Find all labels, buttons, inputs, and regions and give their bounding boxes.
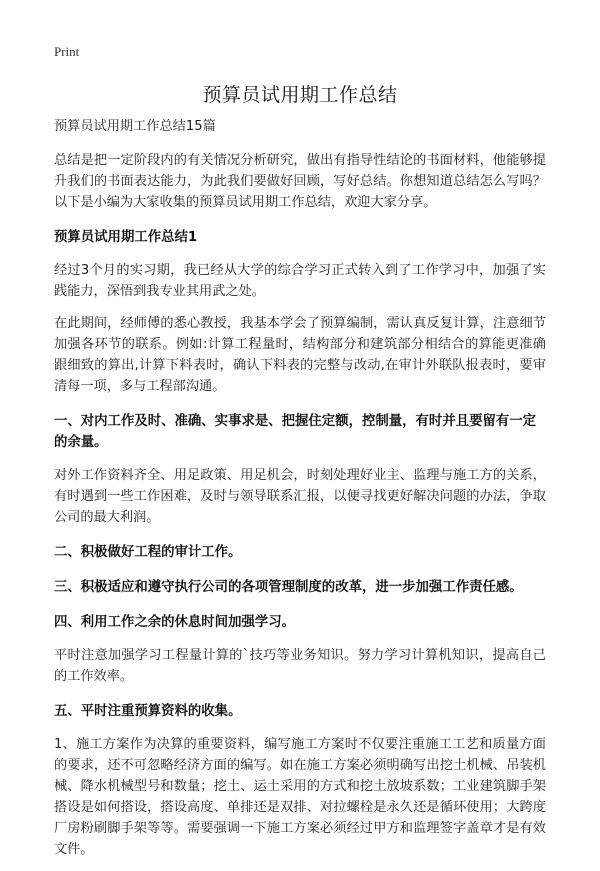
paragraph: 在此期间，经师傅的悉心教授，我基本学会了预算编制，需认真反复计算，注意细节加强各环节的联系。例如:计算工程量时，结构部分和建筑部分相结合的算能更准确跟细致的算出,计算下料表时，确认下料表的完整与改动,在审计外联队报表时，要审清每一项，多与工程部沟通。 — [54, 316, 546, 394]
paragraph: 经过3个月的实习期，我已经从大学的综合学习正式转入到了工作学习中，加强了实践能力，深悟到我专业其用武之处。 — [54, 263, 546, 299]
point-heading: 三、积极适应和遵守执行公司的各项管理制度的改革，进一步加强工作责任感。 — [54, 580, 523, 595]
article-subtitle: 预算员试用期工作总结15篇 — [54, 119, 216, 134]
point-heading: 四、利用工作之余的休息时间加强学习。 — [54, 615, 296, 630]
section-heading: 预算员试用期工作总结1 — [54, 230, 198, 245]
paragraph: 对外工作资料齐全、用足政策、用足机会，时刻处理好业主、监理与施工方的关系，有时遇到一些工作困难，及时与领导联系汇报，以便寻找更好解决问题的办法，争取公司的最大利润。 — [54, 468, 546, 525]
paragraph: 平时注意加强学习工程量计算的`技巧等业务知识。努力学习计算机知识，提高自己的工作效率。 — [54, 648, 546, 684]
point-heading: 二、积极做好工程的审计工作。 — [54, 545, 242, 560]
print-link[interactable]: Print — [54, 44, 80, 59]
point-heading: 一、对内工作及时、准确、实事求是、把握住定额，控制量，有时并且要留有一定的余量。 — [54, 414, 537, 450]
point-heading: 五、平时注重预算资料的收集。 — [54, 704, 242, 719]
article-body — [54, 116, 546, 871]
intro-paragraph: 总结是把一定阶段内的有关情况分析研究，做出有指导性结论的书面材料，他能够提升我们的书面表达能力，为此我们要做好回顾，写好总结。你想知道总结怎么写吗？以下是小编为大家收集的预算员试用期工作总结，欢迎大家分享。 — [54, 153, 546, 210]
page-title: 预算员试用期工作总结 — [202, 84, 398, 106]
paragraph: 1、施工方案作为决算的重要资料，编写施工方案时不仅要注重施工工艺和质量方面的要求，还不可忽略经济方面的编写。如在施工方案必须明确写出挖土机械、吊装机械、降水机械型号和数量；挖土、运土采用的方式和挖土放坡系数；工业建筑脚手架搭设是如何搭设，搭设高度、单排还是双排、对拉螺栓是永久还是循环使用；大跨度厂房粉刷脚手架等等。需要强调一下施工方案必须经过甲方和监理签字盖章才是有效文件。 — [54, 737, 546, 857]
